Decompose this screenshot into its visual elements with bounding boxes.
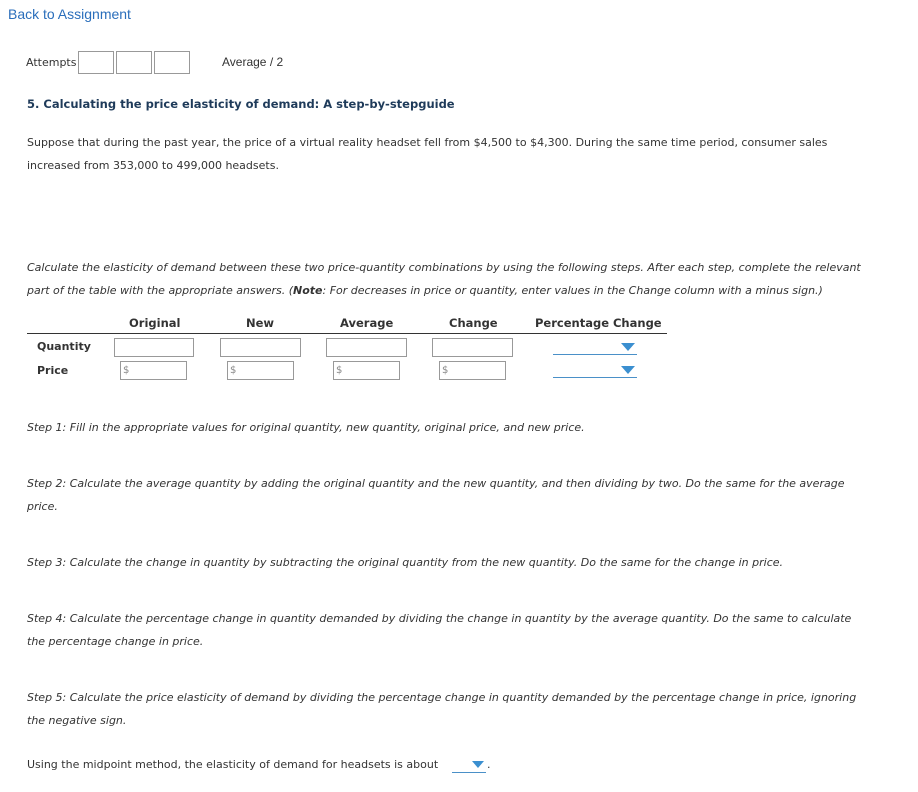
question-intro bbox=[27, 131, 887, 177]
table-header-rule bbox=[27, 333, 667, 334]
quantity-average-input[interactable] bbox=[326, 338, 407, 357]
step-5-line-2: the negative sign. bbox=[27, 714, 127, 727]
price-new-input[interactable] bbox=[227, 361, 294, 380]
intro-line-2: increased from 353,000 to 499,000 headsets. bbox=[27, 159, 279, 172]
step-4-line-1: Step 4: Calculate the percentage change in quantity demanded by dividing the change in quantity by the average quantity. Do the same to calculate bbox=[27, 612, 852, 625]
instructions bbox=[27, 256, 887, 302]
row-label-price: Price bbox=[37, 364, 69, 377]
dollar-sign: $ bbox=[336, 365, 343, 376]
quantity-original-input[interactable] bbox=[114, 338, 194, 357]
price-change-input[interactable] bbox=[439, 361, 506, 380]
dollar-sign: $ bbox=[123, 365, 130, 376]
dollar-sign: $ bbox=[230, 365, 237, 376]
price-average-input[interactable] bbox=[333, 361, 400, 380]
step-3: Step 3: Calculate the change in quantity by subtracting the original quantity from the new quantity. Do the same for the change in price. bbox=[27, 556, 784, 569]
step-2-line-1: Step 2: Calculate the average quantity by adding the original quantity and the new quantity, and then dividing by two. Do the same for the average bbox=[27, 477, 845, 490]
average-score bbox=[222, 55, 283, 69]
quantity-new-input[interactable] bbox=[220, 338, 301, 357]
step-1: Step 1: Fill in the appropriate values for original quantity, new quantity, original price, and new price. bbox=[27, 421, 585, 434]
final-prompt: Using the midpoint method, the elasticity of demand for headsets is about bbox=[27, 758, 439, 771]
intro-line-1: Suppose that during the past year, the price of a virtual reality headset fell from $4,500 to $4,300. During the same time period, consumer sales bbox=[27, 136, 828, 149]
header-new: New bbox=[246, 316, 275, 330]
instructions-line-1: Calculate the elasticity of demand between these two price-quantity combinations by using the following steps. After each step, complete the relevant bbox=[27, 261, 861, 274]
header-percentage-change: Percentage Change bbox=[535, 316, 662, 330]
attempt-slot-3 bbox=[154, 51, 190, 74]
header-average: Average bbox=[340, 316, 394, 330]
note-label: Note bbox=[293, 284, 323, 297]
chevron-down-icon bbox=[621, 343, 635, 351]
step-2 bbox=[27, 472, 887, 518]
quantity-percentage-change-dropdown[interactable] bbox=[553, 339, 637, 355]
elasticity-answer-dropdown[interactable] bbox=[452, 759, 486, 773]
step-2-line-2: price. bbox=[27, 500, 58, 513]
price-percentage-change-dropdown[interactable] bbox=[553, 362, 637, 378]
step-5-line-1: Step 5: Calculate the price elasticity of demand by dividing the percentage change in quantity demanded by the percentage change in price, ignoring bbox=[27, 691, 857, 704]
chevron-down-icon bbox=[621, 366, 635, 374]
step-4-line-2: the percentage change in price. bbox=[27, 635, 204, 648]
chevron-down-icon bbox=[472, 761, 484, 768]
average-total: 2 bbox=[276, 55, 284, 69]
price-original-input[interactable] bbox=[120, 361, 187, 380]
header-original: Original bbox=[129, 316, 181, 330]
final-question bbox=[27, 758, 438, 771]
row-label-quantity: Quantity bbox=[37, 340, 91, 353]
average-slash: / bbox=[269, 55, 274, 69]
step-4 bbox=[27, 607, 887, 653]
average-label: Average bbox=[222, 55, 267, 69]
attempt-slot-2 bbox=[116, 51, 152, 74]
attempt-slot-1 bbox=[78, 51, 114, 74]
header-change: Change bbox=[449, 316, 498, 330]
step-5 bbox=[27, 686, 887, 732]
instructions-line-2: part of the table with the appropriate answers. (Note: For decreases in price or quantity, enter values in the Change column with a minus sign.) bbox=[27, 284, 823, 297]
final-period: . bbox=[487, 758, 491, 771]
attempts-label: Attempts bbox=[26, 56, 77, 69]
dollar-sign: $ bbox=[442, 365, 449, 376]
question-title: 5. Calculating the price elasticity of demand: A step-by-stepguide bbox=[27, 97, 455, 111]
back-to-assignment-link[interactable]: Back to Assignment bbox=[8, 6, 131, 22]
quantity-change-input[interactable] bbox=[432, 338, 513, 357]
